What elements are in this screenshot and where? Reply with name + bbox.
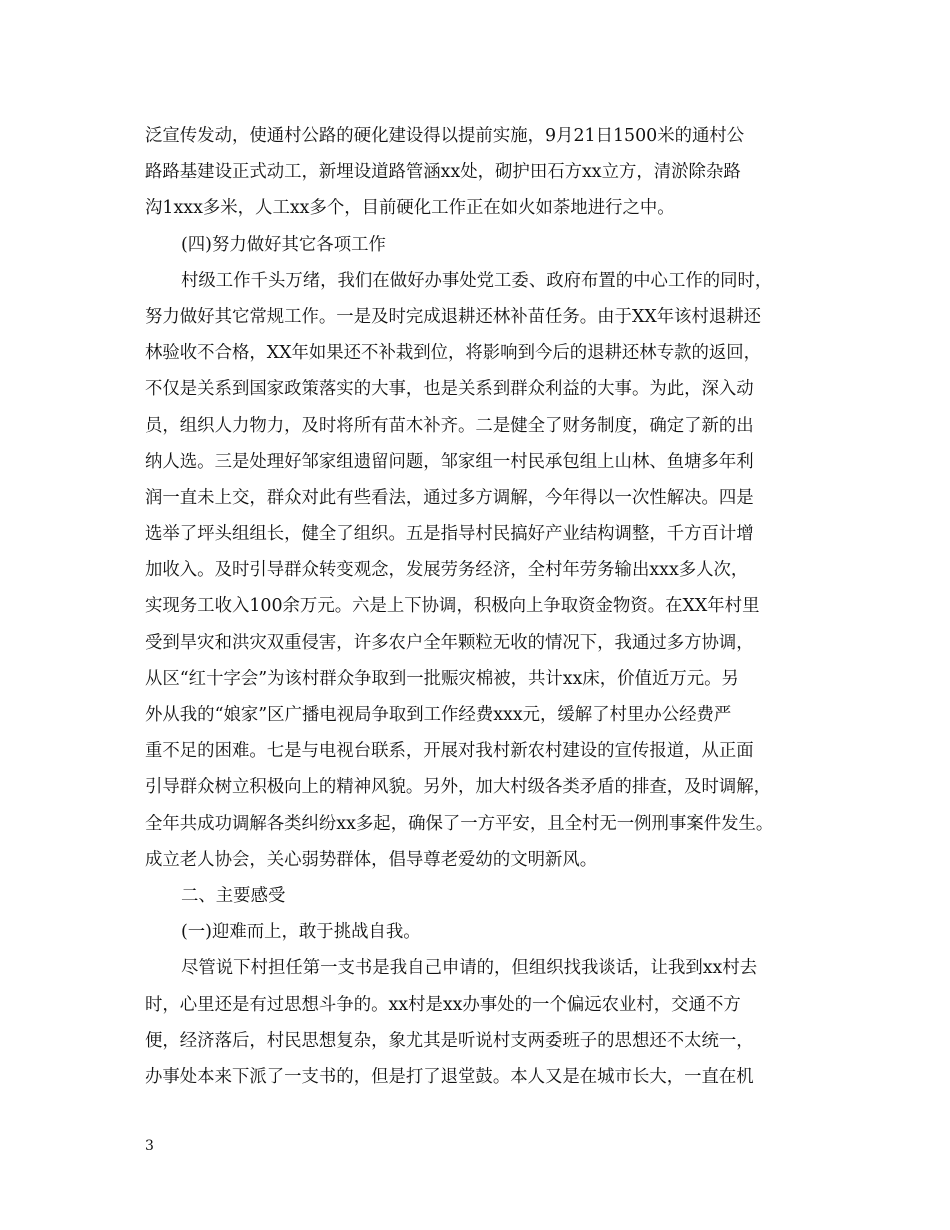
text-line: 全年共成功调解各类纠纷xx多起，确保了一方平安，且全村无一例刑事案件发生。 <box>145 813 774 834</box>
document-body <box>145 118 825 1095</box>
text-line: 沟1xxx多米，人工xx多个，目前硬化工作正在如火如荼地进行之中。 <box>145 198 675 219</box>
text-line: 泛宣传发动，使通村公路的硬化建设得以提前实施，9月21日1500米的通村公 <box>145 126 745 146</box>
text-line: 员，组织人力物力，及时将所有苗木补齐。二是健全了财务制度，确定了新的出 <box>145 415 754 436</box>
text-line: 受到旱灾和洪灾双重侵害，许多农户全年颗粒无收的情况下，我通过多方协调， <box>145 632 754 653</box>
text-line: 办事处本来下派了一支书的，但是打了退堂鼓。本人又是在城市长大，一直在机 <box>145 1066 754 1087</box>
text-line: 纳人选。三是处理好邹家组遗留问题，邹家组一村民承包组上山林、鱼塘多年利 <box>145 451 754 472</box>
text-line: 实现务工收入100余万元。六是上下协调，积极向上争取资金物资。在XX年村里 <box>145 596 760 617</box>
text-line: 重不足的困难。七是与电视台联系，开展对我村新农村建设的宣传报道，从正面 <box>145 741 754 762</box>
text-line: 成立老人协会，关心弱势群体，倡导尊老爱幼的文明新风。 <box>145 849 598 870</box>
text-line: 从区“红十字会”为该村群众争取到一批赈灾棉被，共计xx床，价值近万元。另 <box>145 668 739 689</box>
text-line: 加收入。及时引导群众转变观念，发展劳务经济，全村年劳务输出xxx多人次， <box>145 560 749 581</box>
text-line: 村级工作千头万绪，我们在做好办事处党工委、政府布置的中心工作的同时， <box>181 270 773 291</box>
text-line: 选举了坪头组组长，健全了组织。五是指导村民搞好产业结构调整，千方百计增 <box>145 524 754 545</box>
text-line: 便，经济落后，村民思想复杂，象尤其是听说村支两委班子的思想还不太统一， <box>145 1030 754 1051</box>
text-line: 路路基建设正式动工，新埋设道路管涵xx处，砌护田石方xx立方，清淤除杂路 <box>145 162 741 183</box>
page-number: 3 <box>145 1138 154 1154</box>
text-line: 时，心里还是有过思想斗争的。xx村是xx办事处的一个偏远农业村，交通不方 <box>145 994 741 1015</box>
text-line: 不仅是关系到国家政策落实的大事，也是关系到群众利益的大事。为此，深入动 <box>145 379 754 400</box>
text-line: 林验收不合格，XX年如果还不补栽到位，将影响到今后的退耕还林专款的返回， <box>145 343 762 364</box>
text-line: 二、主要感受 <box>181 885 286 906</box>
text-line: 润一直未上交，群众对此有些看法，通过多方调解，今年得以一次性解决。四是 <box>145 487 754 508</box>
text-line: 外从我的“娘家”区广播电视局争取到工作经费xxx元，缓解了村里办公经费严 <box>145 705 732 725</box>
text-line: (四)努力做好其它各项工作 <box>181 234 386 255</box>
text-line: 尽管说下村担任第一支书是我自己申请的，但组织找我谈话，让我到xx村去 <box>181 958 758 979</box>
text-line: (一)迎难而上，敢于挑战自我。 <box>181 922 421 943</box>
text-line: 努力做好其它常规工作。一是及时完成退耕还林补苗任务。由于XX年该村退耕还 <box>145 306 762 327</box>
text-line: 引导群众树立积极向上的精神风貌。另外，加大村级各类矛盾的排查，及时调解， <box>145 777 772 798</box>
